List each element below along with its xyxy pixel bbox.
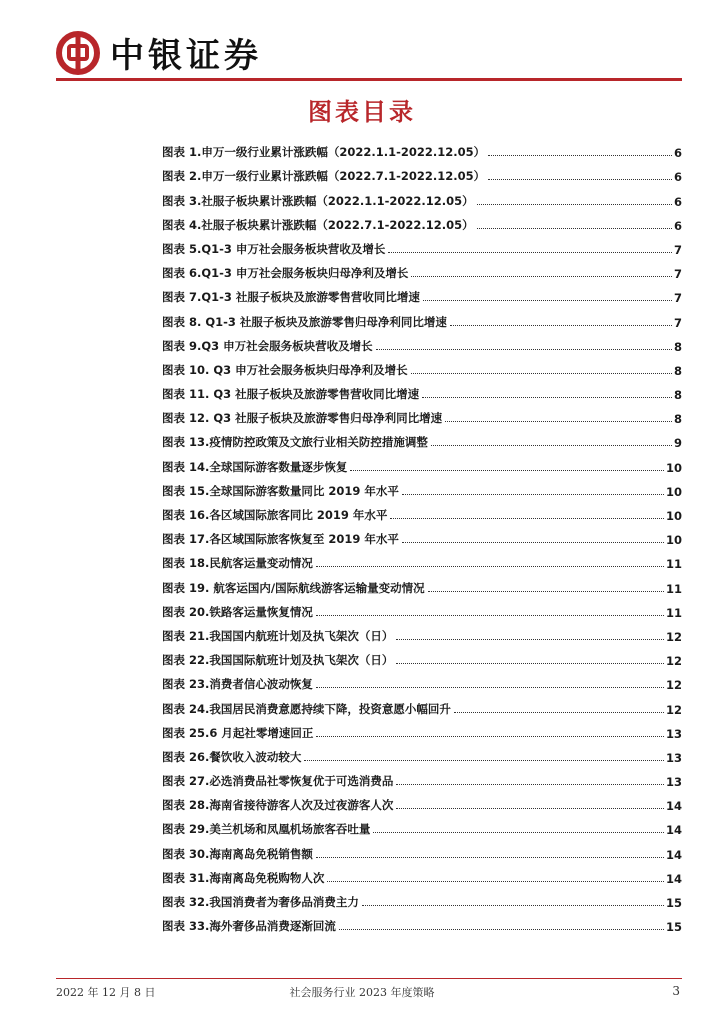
toc-leader-dots: [445, 421, 672, 422]
toc-entry[interactable]: [162, 499, 682, 523]
toc-entry-page: 15: [665, 896, 682, 910]
toc-entry-label[interactable]: 图表 8. Q1-3 社服子板块及旅游零售归母净利同比增速: [162, 314, 447, 329]
toc-entry-page: 8: [673, 388, 682, 403]
toc-entry[interactable]: [162, 547, 682, 571]
toc-leader-dots: [396, 663, 664, 664]
toc-leader-dots: [450, 325, 672, 326]
toc-leader-dots: [316, 736, 664, 737]
toc-entry-page: 7: [673, 315, 682, 330]
page-title: 图表目录: [308, 97, 416, 126]
toc-entry-label[interactable]: 图表 17.各区域国际旅客恢复至 2019 年水平: [162, 532, 399, 547]
footer-report-title: 社会服务行业 2023 年度策略: [289, 986, 435, 999]
toc-leader-dots: [454, 712, 664, 713]
toc-leader-dots: [477, 204, 672, 205]
toc-entry[interactable]: [162, 717, 682, 741]
toc-entry-page: 13: [665, 775, 682, 790]
toc-entry[interactable]: [162, 692, 682, 716]
toc-entry-page: 12: [665, 654, 682, 669]
toc-entry-page: 9: [673, 436, 682, 451]
toc-entry-label[interactable]: 图表 12. Q3 社服子板块及旅游零售归母净利同比增速: [162, 411, 443, 426]
toc-entry-label[interactable]: 图表 7.Q1-3 社服子板块及旅游零售营收同比增速: [162, 290, 420, 305]
toc-entry[interactable]: [162, 378, 682, 402]
toc-leader-dots: [431, 445, 672, 446]
toc-entry[interactable]: [162, 862, 682, 886]
toc-entry[interactable]: [162, 354, 682, 378]
toc-entry-label[interactable]: 图表 20.铁路客运量恢复情况: [162, 604, 313, 619]
toc-entry[interactable]: [162, 184, 682, 208]
toc-entry-page: 10: [665, 533, 682, 548]
toc-entry-page: 12: [665, 678, 682, 693]
toc-entry[interactable]: [162, 233, 682, 257]
toc-entry[interactable]: [162, 789, 682, 813]
toc-entry[interactable]: [162, 450, 682, 474]
toc-leader-dots: [411, 276, 672, 277]
toc-entry-page: 13: [665, 726, 682, 741]
toc-leader-dots: [428, 591, 664, 592]
toc-entry-label[interactable]: 图表 31.海南离岛免税购物人次: [162, 870, 325, 885]
toc-leader-dots: [488, 155, 672, 156]
toc-entry-label[interactable]: 图表 2.申万一级行业累计涨跌幅（2022.7.1-2022.12.05）: [162, 169, 486, 184]
toc-entry[interactable]: [162, 910, 682, 934]
toc-entry-label[interactable]: 图表 11. Q3 社服子板块及旅游零售营收同比增速: [162, 387, 420, 402]
toc-entry-page: 14: [665, 847, 682, 862]
toc-entry[interactable]: [162, 160, 682, 184]
toc-entry-label[interactable]: 图表 18.民航客运量变动情况: [162, 556, 313, 571]
toc-entry-label[interactable]: 图表 6.Q1-3 申万社会服务板块归母净利及增长: [162, 266, 409, 281]
toc-leader-dots: [388, 252, 672, 253]
toc-entry-page: 8: [673, 363, 682, 378]
toc-entry-label[interactable]: 图表 27.必选消费品社零恢复优于可选消费品: [162, 774, 394, 789]
toc-leader-dots: [316, 615, 664, 616]
toc-entry-label[interactable]: 图表 14.全球国际游客数量逐步恢复: [162, 459, 348, 474]
toc-entry-page: 6: [673, 218, 682, 233]
toc-entry-label[interactable]: 图表 25.6 月起社零增速回正: [162, 725, 314, 740]
toc-entry-label[interactable]: 图表 9.Q3 申万社会服务板块营收及增长: [162, 338, 373, 353]
toc-entry[interactable]: [162, 644, 682, 668]
toc-leader-dots: [350, 470, 664, 471]
toc-entry[interactable]: [162, 571, 682, 595]
toc-entry-page: 10: [665, 460, 682, 475]
toc-entry[interactable]: [162, 209, 682, 233]
toc-entry-page: 15: [665, 920, 682, 935]
bank-of-china-logo-icon: [56, 31, 100, 75]
toc-entry[interactable]: [162, 330, 682, 354]
toc-leader-dots: [422, 397, 672, 398]
toc-entry-label[interactable]: 图表 29.美兰机场和凤凰机场旅客吞吐量: [162, 822, 371, 837]
toc-entry[interactable]: [162, 136, 682, 160]
toc-leader-dots: [316, 566, 664, 567]
toc-leader-dots: [477, 228, 672, 229]
toc-entry-label[interactable]: 图表 10. Q3 申万社会服务板块归母净利及增长: [162, 362, 408, 377]
toc-entry[interactable]: [162, 305, 682, 329]
toc-entry-page: 14: [665, 823, 682, 838]
toc-entry-label[interactable]: 图表 22.我国国际航班计划及执飞架次（日）: [162, 653, 394, 668]
toc-leader-dots: [373, 832, 664, 833]
toc-entry-label[interactable]: 图表 33.海外奢侈品消费逐渐回流: [162, 919, 336, 934]
brand-logo: [56, 28, 262, 77]
toc-leader-dots: [396, 808, 664, 809]
toc-entry-page: 12: [665, 629, 682, 644]
toc-leader-dots: [376, 349, 672, 350]
toc-entry-label[interactable]: 图表 19. 航客运国内/国际航线游客运输量变动情况: [162, 580, 425, 595]
toc-entry-page: 6: [673, 146, 682, 161]
toc-entry-label[interactable]: 图表 1.申万一级行业累计涨跌幅（2022.1.1-2022.12.05）: [162, 145, 486, 160]
toc-entry[interactable]: [162, 813, 682, 837]
toc-entry-page: 11: [665, 557, 682, 572]
toc-entry-page: 14: [665, 799, 682, 814]
toc-entry-label[interactable]: 图表 15.全球国际游客数量同比 2019 年水平: [162, 483, 399, 498]
toc-entry-page: 6: [673, 170, 682, 185]
toc-leader-dots: [304, 760, 664, 761]
brand-name: 中银证券: [110, 36, 262, 76]
toc-entry[interactable]: [162, 257, 682, 281]
page-number: 3: [672, 984, 680, 998]
toc-leader-dots: [316, 857, 664, 858]
footer-divider: [56, 978, 682, 979]
toc-entry-label[interactable]: 图表 23.消费者信心波动恢复: [162, 677, 313, 692]
toc-entry-label[interactable]: 图表 16.各区域国际旅客同比 2019 年水平: [162, 508, 388, 522]
toc-leader-dots: [402, 542, 664, 543]
toc-entry[interactable]: [162, 668, 682, 692]
toc-leader-dots: [411, 373, 672, 374]
toc-leader-dots: [396, 784, 664, 785]
toc-leader-dots: [396, 639, 664, 640]
toc-entry-label[interactable]: 图表 5.Q1-3 申万社会服务板块营收及增长: [162, 241, 386, 256]
toc-leader-dots: [402, 494, 664, 495]
toc-entry-page: 13: [665, 750, 682, 765]
toc-entry-page: 10: [665, 509, 682, 523]
toc-entry-page: 12: [665, 702, 682, 717]
toc-entry[interactable]: [162, 281, 682, 305]
toc-entry-label[interactable]: 图表 24.我国居民消费意愿持续下降，投资意愿小幅回升: [162, 701, 451, 716]
toc-entry-label[interactable]: 图表 3.社服子板块累计涨跌幅（2022.1.1-2022.12.05）: [162, 193, 474, 208]
toc-entry-page: 7: [673, 242, 682, 257]
toc-entry[interactable]: [162, 596, 682, 620]
toc-leader-dots: [327, 881, 664, 882]
toc-entry-page: 10: [665, 484, 682, 499]
toc-entry-page: 8: [673, 412, 682, 427]
toc-entry-page: 7: [673, 267, 682, 282]
toc-leader-dots: [390, 518, 664, 519]
toc-entry-page: 11: [665, 581, 682, 596]
toc-leader-dots: [339, 929, 664, 930]
toc-entry-label[interactable]: 图表 13.疫情防控政策及文旅行业相关防控措施调整: [162, 435, 428, 450]
toc-leader-dots: [362, 905, 664, 906]
toc-leader-dots: [316, 687, 664, 688]
toc-entry[interactable]: [162, 620, 682, 644]
toc-leader-dots: [423, 300, 672, 301]
toc-entry-page: 8: [673, 339, 682, 354]
toc-entry-label[interactable]: 图表 26.餐饮收入波动较大: [162, 749, 302, 764]
toc-entry[interactable]: [162, 741, 682, 765]
footer-date: 2022 年 12 月 8 日: [56, 986, 156, 999]
toc-entry[interactable]: [162, 765, 682, 789]
toc-entry-page: 6: [673, 194, 682, 209]
toc-entry-label[interactable]: 图表 28.海南省接待游客人次及过夜游客人次: [162, 798, 394, 813]
toc-entry[interactable]: [162, 475, 682, 499]
toc-entry-label[interactable]: 图表 4.社服子板块累计涨跌幅（2022.7.1-2022.12.05）: [162, 217, 474, 232]
toc-entry-label[interactable]: 图表 30.海南离岛免税销售额: [162, 846, 313, 861]
toc-entry-page: 14: [665, 871, 682, 886]
toc-list: [162, 136, 682, 934]
header-divider: [56, 78, 682, 81]
toc-entry-page: 11: [665, 605, 682, 620]
toc-entry[interactable]: [162, 886, 682, 910]
toc-entry[interactable]: [162, 426, 682, 450]
toc-entry-label[interactable]: 图表 32.我国消费者为奢侈品消费主力: [162, 895, 359, 909]
page-header: [0, 0, 724, 80]
toc-entry[interactable]: [162, 402, 682, 426]
toc-entry-label[interactable]: 图表 21.我国国内航班计划及执飞架次（日）: [162, 628, 394, 643]
toc-entry[interactable]: [162, 837, 682, 861]
toc-leader-dots: [488, 179, 672, 180]
toc-entry[interactable]: [162, 523, 682, 547]
toc-entry-page: 7: [673, 291, 682, 306]
